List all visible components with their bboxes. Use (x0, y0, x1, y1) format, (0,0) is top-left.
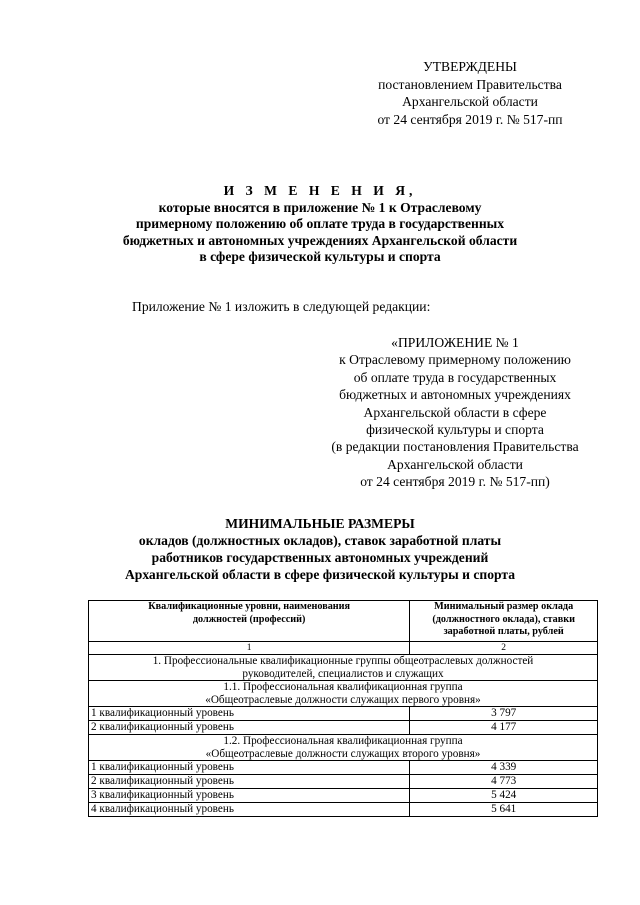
appendix-line: (в редакции постановления Правительства (331, 439, 579, 455)
appendix-line: об оплате труда в государственных (353, 369, 557, 385)
appendix-line: Архангельской области (387, 456, 523, 472)
changes-subtitle-line: бюджетных и автономных учреждениях Архангельской области (122, 232, 518, 248)
appendix-block (300, 334, 610, 491)
level-cell: 4 квалификационный уровень (89, 803, 410, 817)
min-sizes-subtitle-line: работников государственных автономных учреждений (151, 550, 489, 565)
subgroup-row (89, 735, 598, 761)
table-row (89, 761, 598, 775)
min-sizes-subtitle-line: окладов (должностных окладов), ставок заработной платы (138, 533, 502, 548)
salary-cell: 5 641 (410, 803, 598, 817)
approval-stamp (350, 58, 590, 128)
salary-table (88, 600, 598, 817)
changes-title: И З М Е Н Е Н И Я, (223, 183, 417, 198)
column-number: 1 (89, 642, 410, 655)
approval-line: Архангельской области (402, 94, 538, 109)
table-row (89, 775, 598, 789)
level-cell: 2 квалификационный уровень (89, 775, 410, 789)
salary-cell: 4 339 (410, 761, 598, 775)
table-row (89, 789, 598, 803)
subgroup-row (89, 681, 598, 707)
level-cell: 2 квалификационный уровень (89, 721, 410, 735)
table-row (89, 721, 598, 735)
changes-subtitle-line: в сфере физической культуры и спорта (199, 249, 441, 264)
level-cell: 3 квалификационный уровень (89, 789, 410, 803)
min-sizes-title: МИНИМАЛЬНЫЕ РАЗМЕРЫ (225, 516, 415, 531)
column-number: 2 (410, 642, 598, 655)
subgroup-title: 1.2. Профессиональная квалификационная группа «Общеотраслевые должности служащих второго уровня» (89, 735, 598, 761)
approval-title: УТВЕРЖДЕНЫ (423, 59, 517, 74)
appendix-line: Архангельской области в сфере (363, 404, 547, 420)
min-sizes-heading (60, 515, 580, 583)
approval-line: постановлением Правительства (378, 76, 562, 92)
level-cell: 1 квалификационный уровень (89, 707, 410, 721)
salary-cell: 3 797 (410, 707, 598, 721)
appendix-line: бюджетных и автономных учреждениях (339, 387, 571, 403)
header-cell-min-salary: Минимальный размер оклада (должностного оклада), ставки заработной платы, рублей (410, 601, 598, 642)
group-row (89, 655, 598, 681)
appendix-line: от 24 сентября 2019 г. № 517-пп) (360, 474, 550, 490)
level-cell: 1 квалификационный уровень (89, 761, 410, 775)
subgroup-title: 1.1. Профессиональная квалификационная группа «Общеотраслевые должности служащих первого уровня» (89, 681, 598, 707)
table-header-row (89, 601, 598, 642)
changes-subtitle-line: которые вносятся в приложение № 1 к Отраслевому (158, 199, 482, 215)
header-cell-positions: Квалификационные уровни, наименования должностей (профессий) (89, 601, 410, 642)
appendix-line: «ПРИЛОЖЕНИЕ № 1 (391, 335, 519, 350)
salary-cell: 4 177 (410, 721, 598, 735)
appendix-line: физической культуры и спорта (366, 422, 544, 438)
appendix-line: к Отраслевому примерному положению (339, 352, 571, 368)
min-sizes-subtitle-line: Архангельской области в сфере физической культуры и спорта (124, 567, 516, 582)
salary-cell: 4 773 (410, 775, 598, 789)
salary-cell: 5 424 (410, 789, 598, 803)
table-row (89, 803, 598, 817)
column-number-row (89, 642, 598, 655)
approval-date: от 24 сентября 2019 г. № 517-пп (377, 111, 563, 127)
group-title: 1. Профессиональные квалификационные группы общеотраслевых должностей руководителей, специалистов и служащих (89, 655, 598, 681)
changes-subtitle-line: примерному положению об оплате труда в государственных (135, 216, 505, 231)
table-row (89, 707, 598, 721)
intro-text: Приложение № 1 изложить в следующей редакции: (132, 299, 431, 314)
changes-heading (60, 183, 580, 266)
